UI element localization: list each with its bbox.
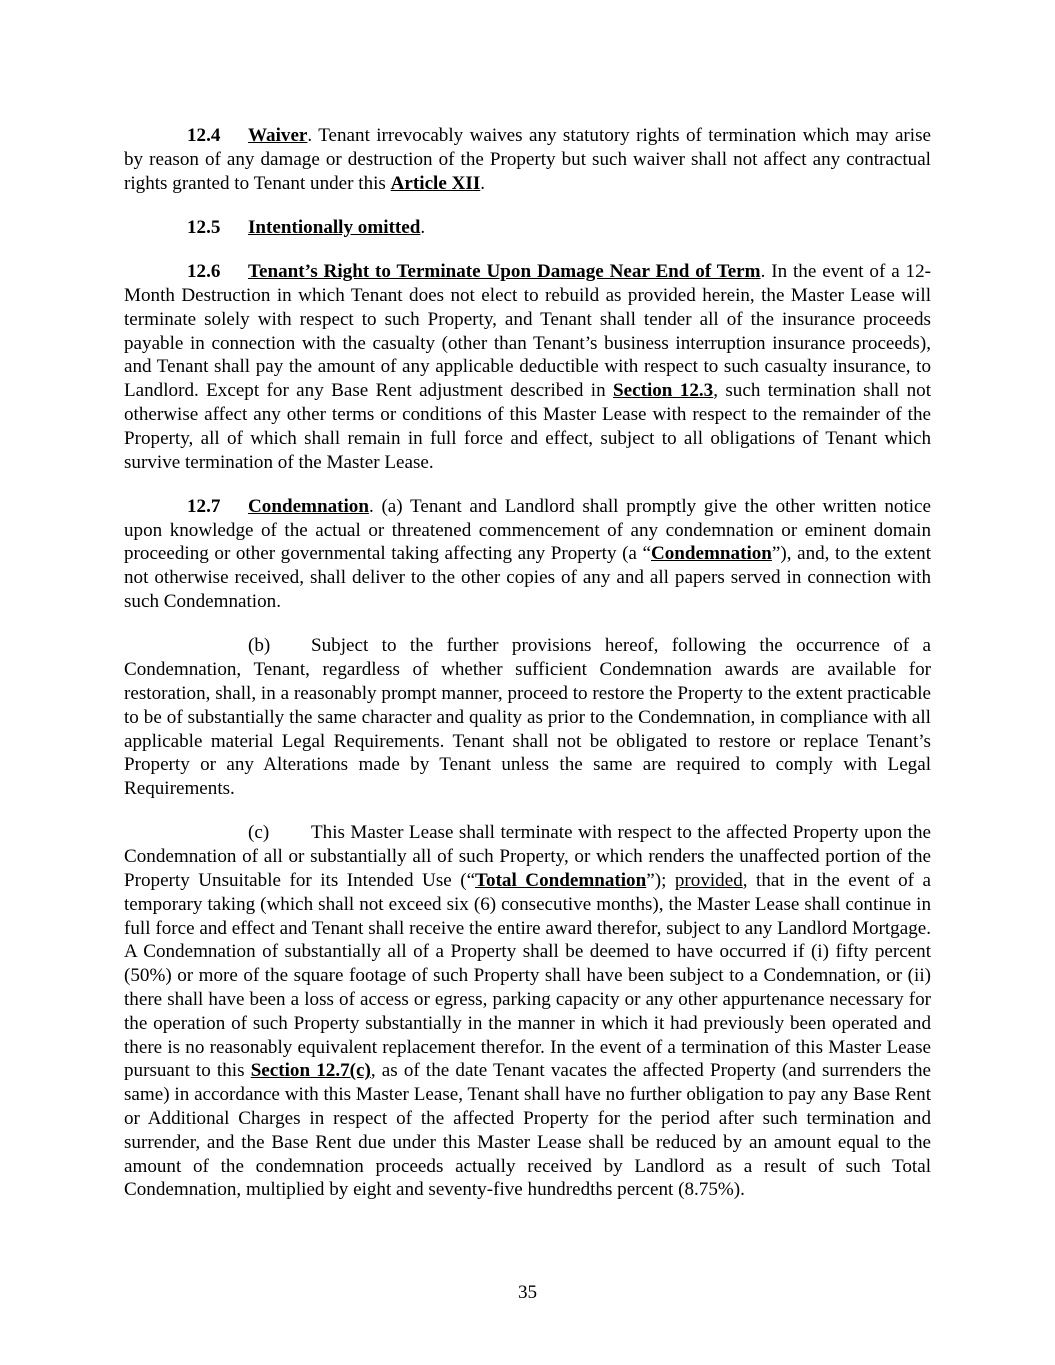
section-12-7-c: [124, 821, 931, 1202]
section-12-7-a: [124, 495, 931, 614]
subsection-text: Subject to the further provisions hereof, following the occurrence of a Condemnation, Tenant, regardless of whether sufficient Condemnation awards are available for restoration, shall, in a reasonably prompt manner, proceed to restore the Property to the extent practicable to be of substantially the same character and quality as prior to the Condemnation, in compliance with all applicable material Legal Requirements. Tenant shall not be obligated to restore or replace Tenant’s Property or any Alterations made by Tenant unless the same are required to comply with Legal Requirements.: [124, 635, 931, 800]
subsection-text: This Master Lease shall terminate with respect to the affected Property upon the Condemnation of all or substantially all of such Property, or which renders the unaffected portion of the Property Unsuitable for its Intended Use (“: [124, 822, 931, 892]
subsection-text: , that in the event of a temporary taking (which shall not exceed six (6) consecutive months), the Master Lease shall continue in full force and effect and Tenant shall receive the entire award therefor, subject to any Landlord Mortgage. A Condemnation of substantially all of a Property shall be deemed to have occurred if (i) fifty percent (50%) or more of the square footage of such Property shall have been subject to a Condemnation, or (ii) there shall have been a loss of access or egress, parking capacity or any other appurtenance necessary for the operation of such Property substantially in the manner in which it had previously been operated and there is no reasonably equivalent replacement therefor. In the event of a termination of this Master Lease pursuant to this: [124, 870, 931, 1082]
section-text: . (a) Tenant and Landlord shall promptly give the other written notice upon knowledge of the actual or threatened commencement of any condemnation or eminent domain proceeding or other governmental taking affecting any Property (a “: [124, 495, 931, 565]
section-heading: Waiver: [248, 125, 308, 146]
section-text: .: [420, 216, 426, 238]
provided-term: provided: [674, 870, 743, 892]
defined-term: Total Condemnation: [475, 870, 647, 892]
section-text: . In the event of a 12-Month Destruction in which Tenant does not elect to rebuild as provided herein, the Master Lease will terminate solely with respect to such Property, and Tenant shall tender all of the insurance proceeds payable in connection with the casualty (other than Tenant’s business interruption insurance proceeds), and Tenant shall pay the amount of any applicable deductible with respect to such casualty insurance, to Landlord. Except for any Base Rent adjustment described in: [124, 261, 932, 402]
section-heading: Intentionally omitted: [248, 216, 421, 238]
article-reference: Article XII: [390, 172, 481, 194]
subsection-label: (c): [248, 822, 270, 844]
document-page: [124, 124, 931, 1223]
section-text: ”), and, to the extent not otherwise received, shall deliver to the other copies of any and all papers served in connection with such Condemnation.: [124, 543, 931, 613]
subsection-label: (b): [248, 635, 271, 657]
section-number: 12.6: [187, 261, 221, 283]
section-text: , such termination shall not otherwise affect any other terms or conditions of this Master Lease with respect to the remainder of the Property, all of which shall remain in full force and effect, subject to all obligations of Tenant which survive termination of the Master Lease.: [124, 380, 931, 473]
section-heading: Tenant’s Right to Terminate Upon Damage Near End of Term: [248, 261, 761, 283]
section-heading: Condemnation: [248, 495, 369, 517]
section-12-5: [124, 216, 931, 240]
section-text: . Tenant irrevocably waives any statutory rights of termination which may arise by reason of any damage or destruction of the Property but such waiver shall not affect any contractual rights granted to Tenant under this: [124, 125, 931, 194]
section-12-4: [124, 124, 931, 195]
subsection-text: , as of the date Tenant vacates the affected Property (and surrenders the same) in accordance with this Master Lease, Tenant shall have no further obligation to pay any Base Rent or Additional Charges in respect of the affected Property for the period after such termination and surrender, and the Base Rent due under this Master Lease shall be reduced by an amount equal to the amount of the condemnation proceeds actually received by Landlord as a result of such Total Condemnation, multiplied by eight and seventy-five hundredths percent (8.75%).: [124, 1060, 932, 1201]
section-reference: Section 12.7(c): [250, 1060, 371, 1082]
section-12-6: [124, 260, 931, 474]
page-number: 35: [517, 1282, 538, 1303]
section-number: 12.5: [187, 216, 221, 238]
section-12-7-b: [124, 634, 931, 801]
section-text: .: [480, 172, 486, 194]
section-number: 12.4: [187, 125, 221, 146]
subsection-text: ”);: [646, 870, 675, 892]
defined-term: Condemnation: [650, 543, 772, 565]
section-number: 12.7: [187, 495, 221, 517]
section-reference: Section 12.3: [613, 380, 714, 402]
